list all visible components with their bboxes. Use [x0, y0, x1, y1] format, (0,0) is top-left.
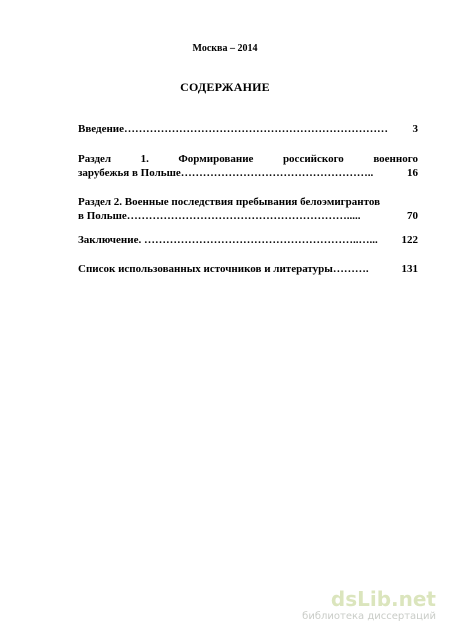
toc-entry-label: Введение: [78, 123, 125, 135]
toc-entry-leader-dots: …………………………………………………..…...: [143, 234, 378, 246]
toc-entry-page: 122: [401, 234, 418, 246]
toc-entry-word: военного: [373, 153, 418, 165]
watermark-subtitle: библиотека диссертаций: [302, 611, 436, 622]
toc-entry-page: 131: [401, 263, 418, 275]
toc-entry-word: Формирование: [178, 153, 254, 165]
toc-entry-introduction[interactable]: [78, 122, 418, 136]
toc-entry-label: Заключение.: [78, 234, 144, 246]
toc-entry-word: российского: [282, 153, 344, 165]
toc-title: СОДЕРЖАНИЕ: [180, 80, 270, 94]
toc-entry-bibliography[interactable]: [78, 262, 418, 276]
toc-entry-word: 1.: [140, 153, 149, 165]
toc-entry-page: 3: [412, 123, 418, 135]
toc-entry-conclusion[interactable]: [78, 233, 418, 247]
toc-entry-page: 16: [407, 167, 418, 179]
toc-entry-label-line2: в Польше: [78, 210, 127, 222]
watermark-logo: dsLib.net: [330, 587, 436, 611]
toc-entry-label: Список использованных источников и литературы: [78, 263, 333, 275]
toc-entry-leader-dots: ………………………………………………………………: [124, 123, 389, 135]
site-watermark: [302, 587, 436, 627]
toc-entry-leader-dots: …………………………………………………….....: [126, 210, 361, 222]
toc-entry-leader-dots: ……………………………………………..: [180, 167, 374, 179]
toc-entry-section-1[interactable]: [78, 152, 418, 180]
toc-entry-label-line2: зарубежья в Польше: [78, 167, 181, 179]
toc-entry-label-line1: Раздел 2. Военные последствия пребывания белоэмигрантов: [78, 196, 381, 208]
toc-entry-word: Раздел: [78, 153, 112, 165]
toc-entry-label-line1: [78, 152, 418, 166]
toc-entry-section-2[interactable]: [78, 195, 418, 223]
toc-entry-page: 70: [407, 210, 418, 222]
city-year: Москва – 2014: [192, 43, 258, 54]
toc-entry-leader-dots: ……….: [332, 263, 369, 275]
